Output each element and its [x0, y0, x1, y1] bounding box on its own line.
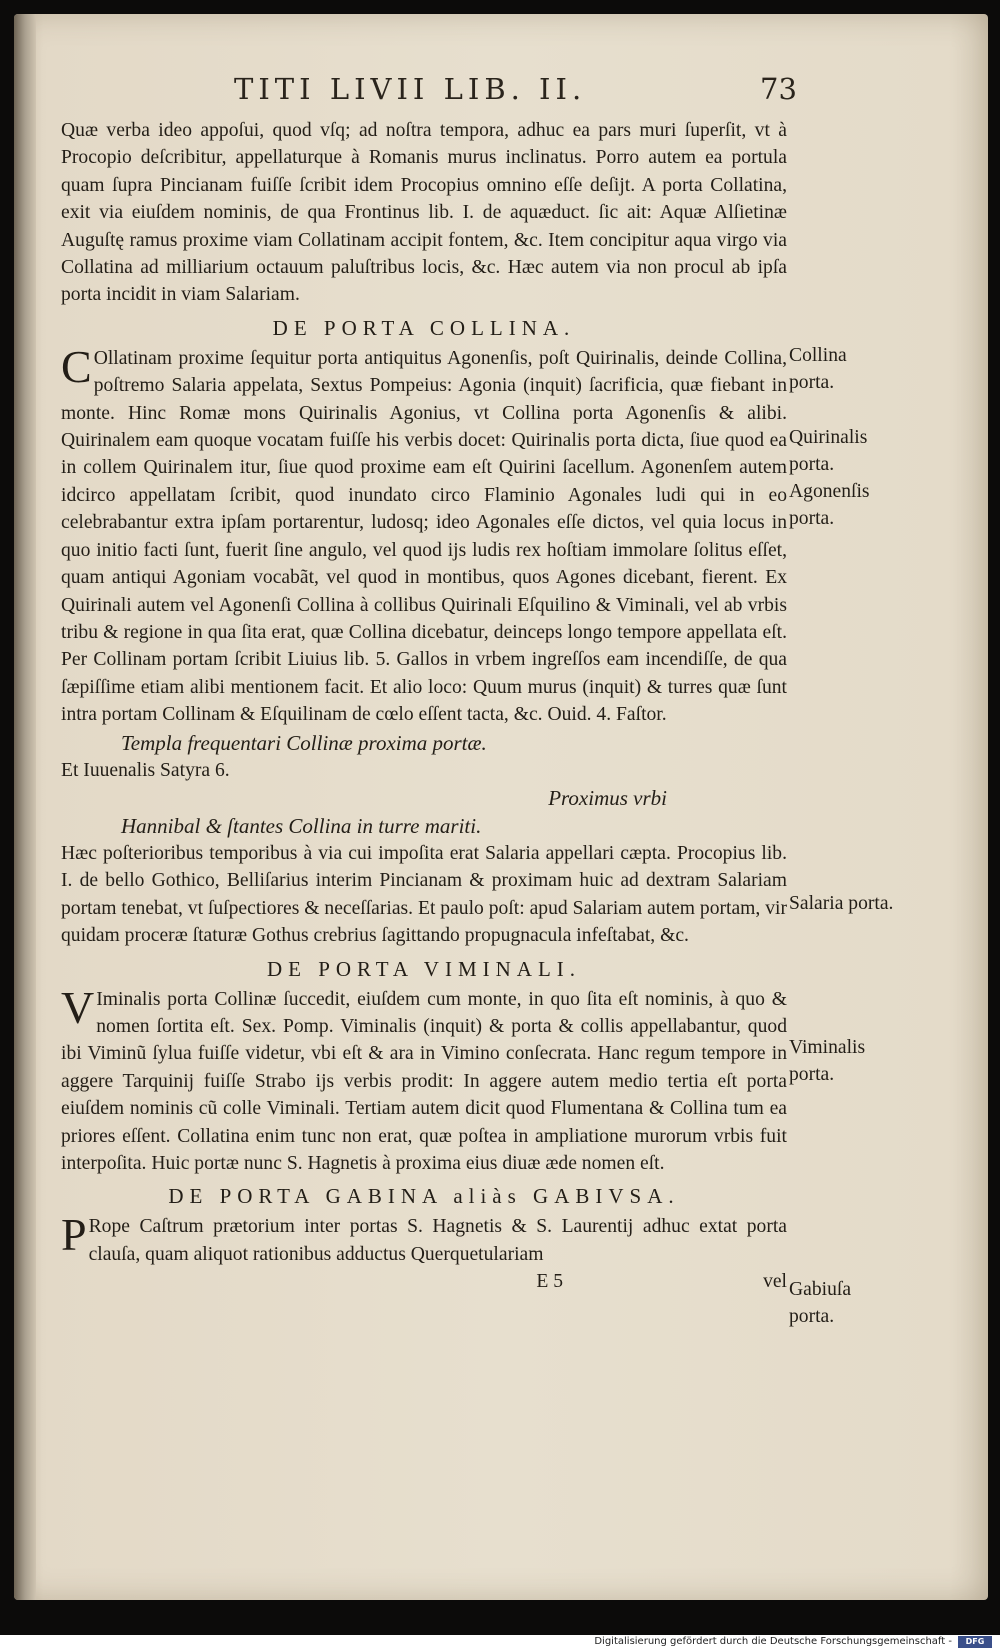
- page-gutter-edge: [14, 14, 36, 1600]
- margin-note-agonensis: Agonenſis porta.: [789, 481, 870, 529]
- paragraph-gabina: [61, 1209, 787, 1268]
- juvenal-intro: Et Iuuenalis Satyra 6.: [61, 759, 230, 781]
- book-page: [14, 14, 988, 1600]
- running-head: TITI LIVII LIB. II.: [234, 72, 587, 106]
- margin-note-salaria: Salaria porta.: [789, 893, 894, 914]
- drop-cap: P: [61, 1209, 87, 1261]
- page-footer-line: [61, 1268, 787, 1295]
- paragraph-gabina-text: Rope Caſtrum prætorium inter portas S. Hagnetis & S. Laurentij adhuc extat porta clauſa, quam aliquot rationibus adductus Querquetulariam: [88, 1216, 787, 1265]
- section-heading-collina: DE PORTA COLLINA.: [272, 315, 576, 340]
- digitization-credit: Digitalisierung gefördert durch die Deutsche Forschungsgemeinschaft -: [594, 1636, 952, 1647]
- paragraph-viminalis-text: Iminalis porta Collinæ ſuccedit, eiuſdem cum monte, in quo ſita eſt nominis, à quo & nomen ſortita eſt. Sex. Pomp. Viminalis (inquit) & porta & collis appellabantur, quod ibi Viminũ ſylua fuiſſe videtur, vbi eſt & ara in Vimino conſecrata. Hanc regum tempore in aggere Tarquinij fuiſſe Strabo ijs verbis prodit: In aggere autem medio tertia eſt porta eiuſdem nominis cũ colle Viminali. Tertiam autem dicit quod Flumentana & Collina tum ea priores eſſent. Collatina enim tunc non erat, quæ poſtea in ampliatione murorum vrbis fuit interpoſita. Huic portæ nunc S. Hagnetis à proxima eius diuæ æde nomen eſt.: [61, 988, 787, 1174]
- verse-ovid: Templa frequentari Collinæ proxima portæ.: [121, 730, 487, 755]
- section-heading-gabina: DE PORTA GABINA aliàs GABIVSA.: [168, 1184, 680, 1209]
- verse-juvenal-2: Hannibal & ſtantes Collina in turre mariti.: [121, 813, 482, 838]
- paragraph-collina: [61, 340, 787, 729]
- dfg-logo: DFG: [958, 1636, 992, 1648]
- verse-juvenal-1: Proximus vrbi: [548, 785, 667, 810]
- page-number: 73: [760, 72, 797, 106]
- paragraph-salaria: Hæc poſterioribus temporibus à via cui impoſita erat Salaria appellari cæpta. Procopius lib. I. de bello Gothico, Belliſarius interim Pincianam & proximam huic ad dextram Salariam portam tenebat, vt ſuſpectiores & neceſſarias. Et paulo poſt: apud Salariam autem portam, vir quidam proceræ ſtaturæ Gothus crebrius ſagittando propugnacula infeſtabat, &c.: [61, 842, 787, 947]
- main-text-column: [61, 117, 787, 1295]
- drop-cap: V: [61, 981, 95, 1033]
- catchword: vel: [763, 1271, 787, 1293]
- margin-note-viminalis: Viminalis porta.: [789, 1037, 866, 1085]
- margin-note-collina: Collina porta.: [789, 345, 847, 393]
- margin-note-quirinalis: Quirinalis porta.: [789, 427, 868, 475]
- section-heading-viminali: DE PORTA VIMINALI.: [266, 956, 582, 981]
- paragraph-viminalis: [61, 981, 787, 1178]
- margin-note-gabiusa: Gabiuſa porta.: [789, 1279, 852, 1327]
- paragraph-collatina: Quæ verba ideo appoſui, quod vſq; ad noſtra tempora, adhuc ea pars muri ſuperſit, vt à Procopio deſcribitur, appellaturque à Romanis murus inclinatus. Porro autem ea portula quam ſupra Pincianam fuiſſe ſcribit idem Procopius omnino eſſe deſijt. A porta Collatina, exit via eiuſdem nominis, de qua Frontinus lib. I. de aquæduct. ſic ait: Aquæ Alſietinæ Auguſtę ramus proxime viam Collatinam accipit fontem, &c. Item concipitur aqua virgo via Collatina ad milliarium octauum paluſtribus locis, &c. Hæc autem via non procul ab ipſa porta incidit in viam Salariam.: [61, 120, 787, 306]
- drop-cap: C: [61, 340, 92, 392]
- paragraph-collina-text: Ollatinam proxime ſequitur porta antiquitus Agonenſis, poſt Quirinalis, deinde Collina, poſtremo Salaria appelata, Sextus Pompeius: Agonia (inquit) ſacrificia, quæ fiebant in monte. Hinc Romæ mons Quirinalis Agonius, vt Collina porta Agonenſis & alibi. Quirinalem eam quoque vocatam fuiſſe his verbis docet: Quirinalis porta dicta, ſiue quod ea in collem Quirinalem itur, ſiue quod proxime eam eſt Quirini ſacellum. Agonenſem autem idcirco appellatam ſcribit, quod inundato circo Flaminio Agonales ludi qui in eo celebrabantur extra ipſam portarentur, ludosq; ideo Agonales eſſe dictos, vel quia locus in quo initio facti ſunt, fuerit ſine angulo, vel quod ijs ludis rex hoſtiam immolare ſolitus eſſet, quam antiqui Agoniam vocabãt, vel quod in montibus, quos Agones dicebant, fierent. Ex Quirinali autem vel Agonenſi Collina à collibus Quirinali Eſquilino & Viminali, vel ab vrbis tribu & regione in qua ſita erat, quæ Collina dicebatur, deinceps longo tempore appellata eſt. Per Collinam portam ſcribit Liuius lib. 5. Gallos in vrbem ingreſſos eam incendiſſe, de qua ſæpiſſime etiam alibi mentionem facit. Et alio loco: Quum murus (inquit) & turres quæ ſunt intra portam Collinam & Eſquilinam de cœlo eſſent tacta, &c. Ouid. 4. Faſtor.: [61, 347, 787, 726]
- signature-mark: E 5: [536, 1271, 564, 1293]
